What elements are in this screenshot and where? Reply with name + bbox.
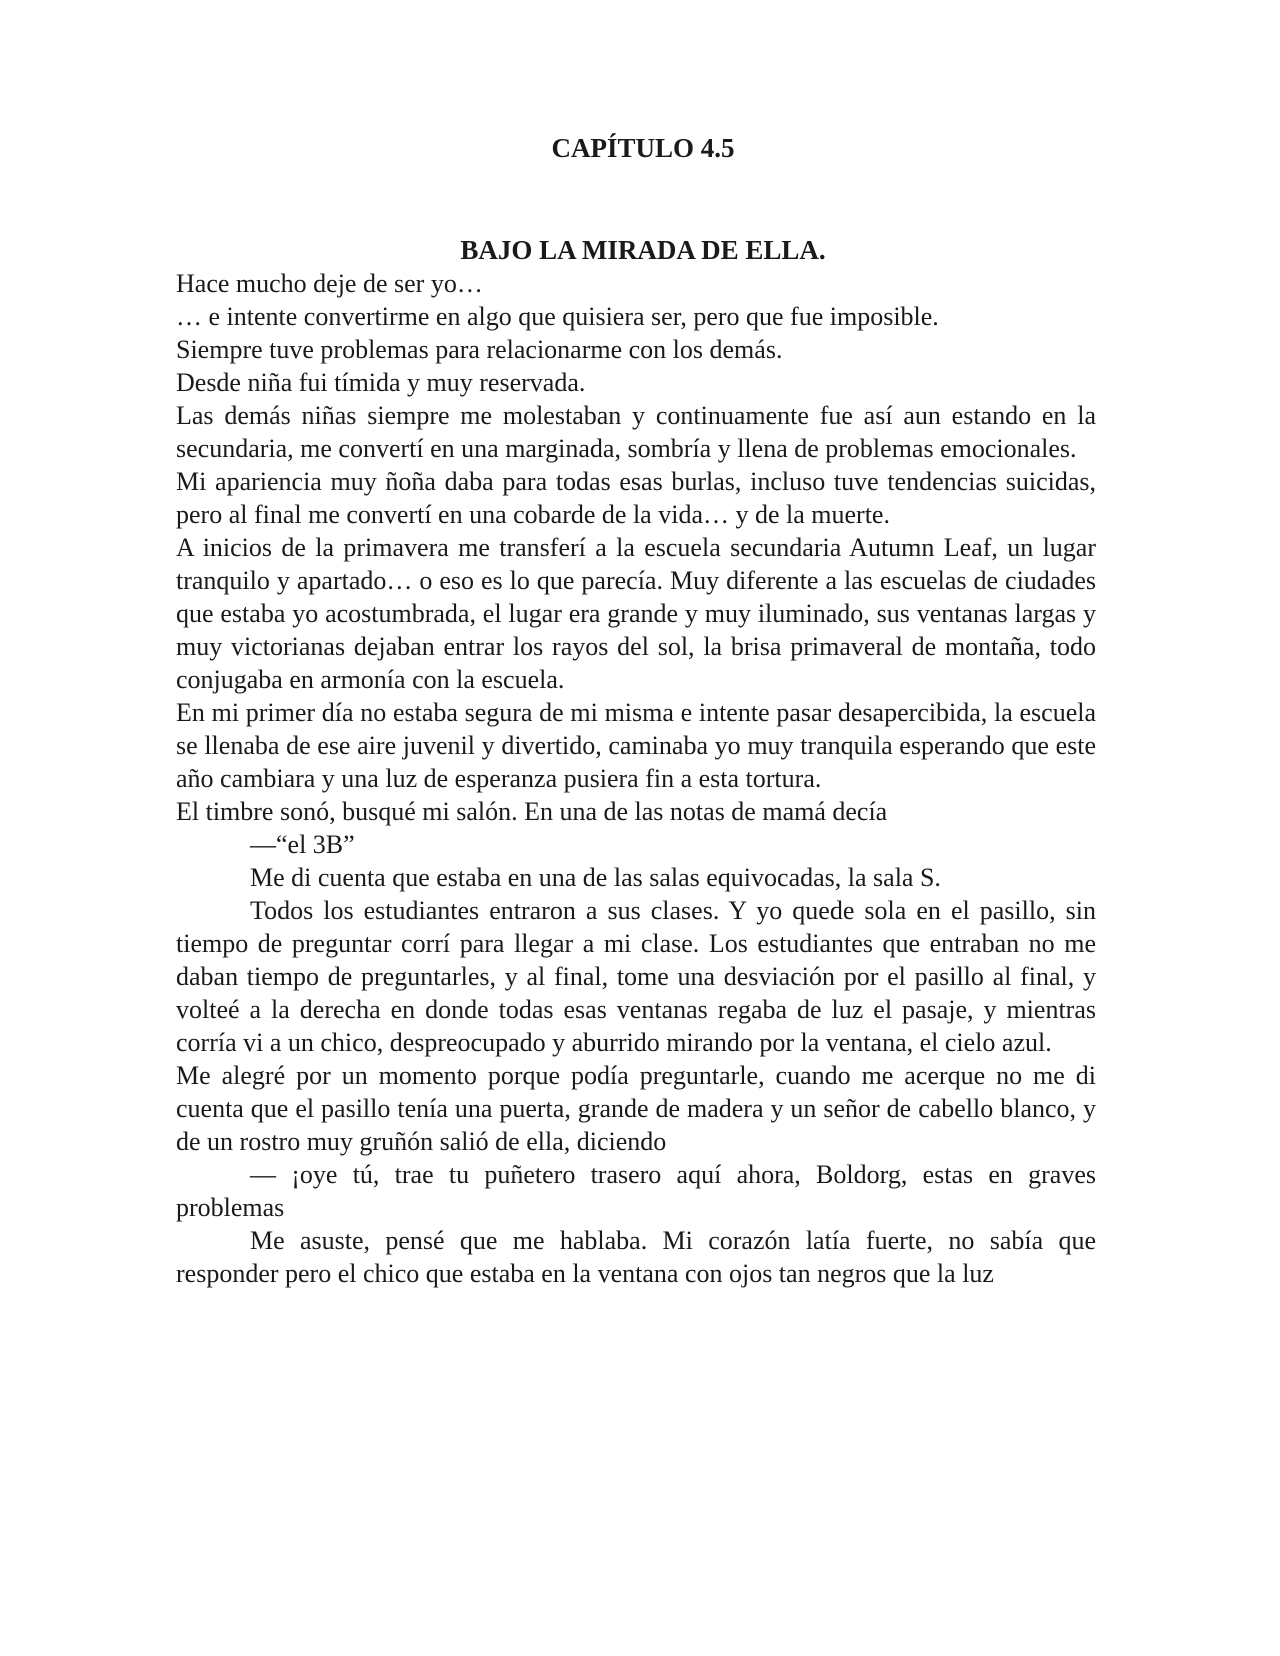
paragraph: Me alegré por un momento porque podía preguntarle, cuando me acerque no me di cuenta que el pasillo tenía una puerta, grande de madera y un señor de cabello blanco, y de un rostro muy gruñón salió de ella, diciendo [176, 1061, 1096, 1156]
paragraph: Me asuste, pensé que me hablaba. Mi corazón latía fuerte, no sabía que responder pero el chico que estaba en la ventana con ojos tan negros que la luz [176, 1226, 1096, 1288]
paragraph: Mi apariencia muy ñoña daba para todas esas burlas, incluso tuve tendencias suicidas, pero al final me convertí en una cobarde de la vida… y de la muerte. [176, 467, 1096, 529]
paragraph: Me di cuenta que estaba en una de las salas equivocadas, la sala S. [250, 863, 941, 892]
paragraph: Todos los estudiantes entraron a sus clases. Y yo quede sola en el pasillo, sin tiempo de preguntar corrí para llegar a mi clase. Los estudiantes que entraban no me daban tiempo de preguntarles, y al final, tome una desviación por el pasillo al final, y volteé a la derecha en donde todas esas ventanas regaba de luz el pasaje, y mientras corría vi a un chico, despreocupado y aburrido mirando por la ventana, el cielo azul. [176, 896, 1096, 1057]
paragraph: — ¡oye tú, trae tu puñetero trasero aquí ahora, Boldorg, estas en graves problemas [176, 1160, 1096, 1222]
body-text [176, 267, 1096, 1290]
paragraph: —“el 3B” [250, 830, 355, 859]
paragraph: Las demás niñas siempre me molestaban y continuamente fue así aun estando en la secundaria, me convertí en una marginada, sombría y llena de problemas emocionales. [176, 401, 1096, 463]
paragraph: Desde niña fui tímida y muy reservada. [176, 368, 586, 397]
paragraph: El timbre sonó, busqué mi salón. En una de las notas de mamá decía [176, 797, 888, 826]
chapter-title: CAPÍTULO 4.5 [551, 133, 735, 163]
paragraph: A inicios de la primavera me transferí a la escuela secundaria Autumn Leaf, un lugar tranquilo y apartado… o eso es lo que parecía. Muy diferente a las escuelas de ciudades que estaba yo acostumbrada, el lugar era grande y muy iluminado, sus ventanas largas y muy victorianas dejaban entrar los rayos del sol, la brisa primaveral de montaña, todo conjugaba en armonía con la escuela. [176, 533, 1096, 694]
paragraph: En mi primer día no estaba segura de mi misma e intente pasar desapercibida, la escuela se llenaba de ese aire juvenil y divertido, caminaba yo muy tranquila esperando que este año cambiara y una luz de esperanza pusiera fin a esta tortura. [176, 698, 1096, 793]
paragraph: … e intente convertirme en algo que quisiera ser, pero que fue imposible. [176, 302, 939, 331]
paragraph: Hace mucho deje de ser yo… [176, 269, 483, 298]
document-page [176, 132, 1096, 1290]
section-title: BAJO LA MIRADA DE ELLA. [460, 235, 826, 265]
paragraph: Siempre tuve problemas para relacionarme con los demás. [176, 335, 783, 364]
